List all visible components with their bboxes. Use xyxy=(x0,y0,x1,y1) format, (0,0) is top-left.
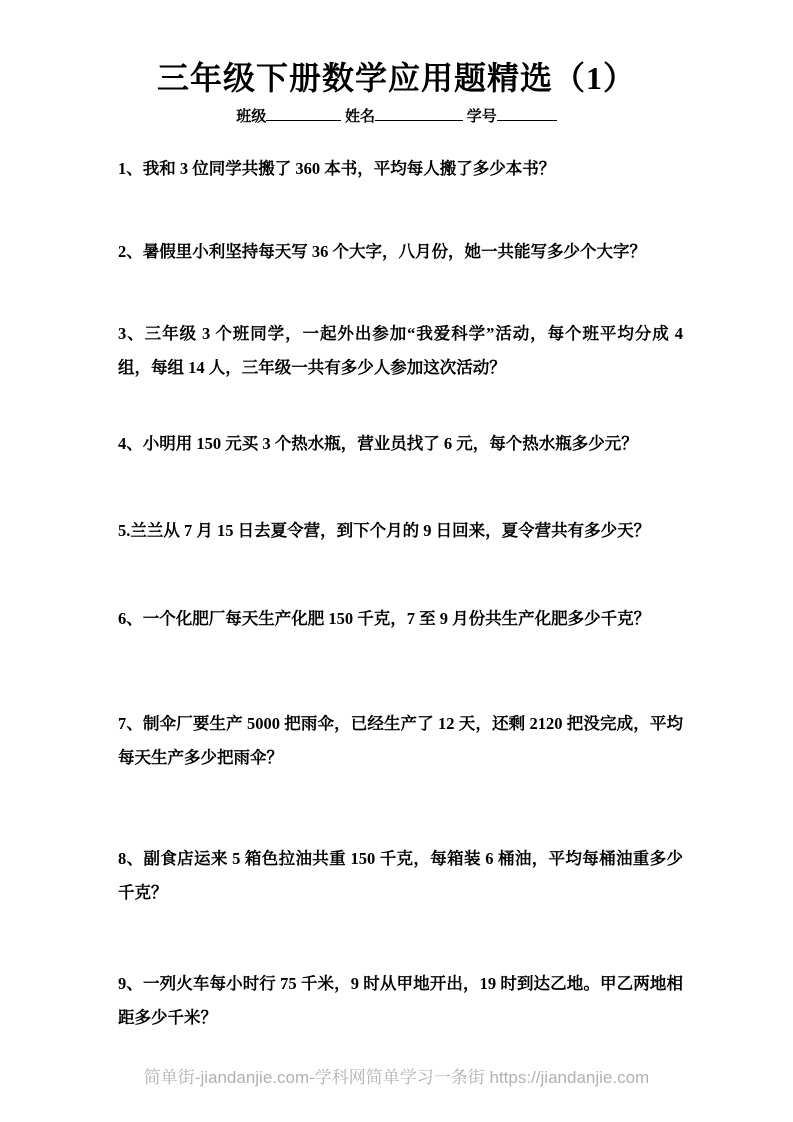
student-info-line xyxy=(0,106,793,128)
footer-watermark: 简单街-jiandanjie.com-学科网简单学习一条街 https://jiandanjie.com xyxy=(143,1068,650,1087)
class-blank-line xyxy=(266,106,341,121)
problem-9: 9、一列火车每小时行 75 千米，9 时从甲地开出，19 时到达乙地。甲乙两地相距多少千米？ xyxy=(118,974,683,1027)
problem-3: 3、三年级 3 个班同学，一起外出参加“我爱科学”活动，每个班平均分成 4 组，每组 14 人，三年级一共有多少人参加这次活动？ xyxy=(118,324,683,377)
problem-7: 7、制伞厂要生产 5000 把雨伞，已经生产了 12 天，还剩 2120 把没完成，平均每天生产多少把雨伞？ xyxy=(118,714,683,767)
problem-2: 2、暑假里小利坚持每天写 36 个大字，八月份，她一共能写多少个大字？ xyxy=(118,242,646,261)
name-blank-line xyxy=(375,106,463,121)
id-label: 学号 xyxy=(466,109,497,125)
name-label: 姓名 xyxy=(344,109,375,125)
problem-list xyxy=(118,152,683,1035)
id-blank-line xyxy=(497,106,557,121)
worksheet-title: 三年级下册数学应用题精选（1） xyxy=(156,60,636,96)
problem-4: 4、小明用 150 元买 3 个热水瓶，营业员找了 6 元，每个热水瓶多少元？ xyxy=(118,434,638,453)
problem-1: 1、我和 3 位同学共搬了 360 本书，平均每人搬了多少本书？ xyxy=(118,159,556,178)
problem-6: 6、一个化肥厂每天生产化肥 150 千克，7 至 9 月份共生产化肥多少千克？ xyxy=(118,609,651,628)
problem-8: 8、副食店运来 5 箱色拉油共重 150 千克，每箱装 6 桶油，平均每桶油重多少千克？ xyxy=(118,849,683,902)
class-label: 班级 xyxy=(236,109,267,125)
problem-5: 5.兰兰从 7 月 15 日去夏令营，到下个月的 9 日回来，夏令营共有多少天？ xyxy=(118,521,651,540)
